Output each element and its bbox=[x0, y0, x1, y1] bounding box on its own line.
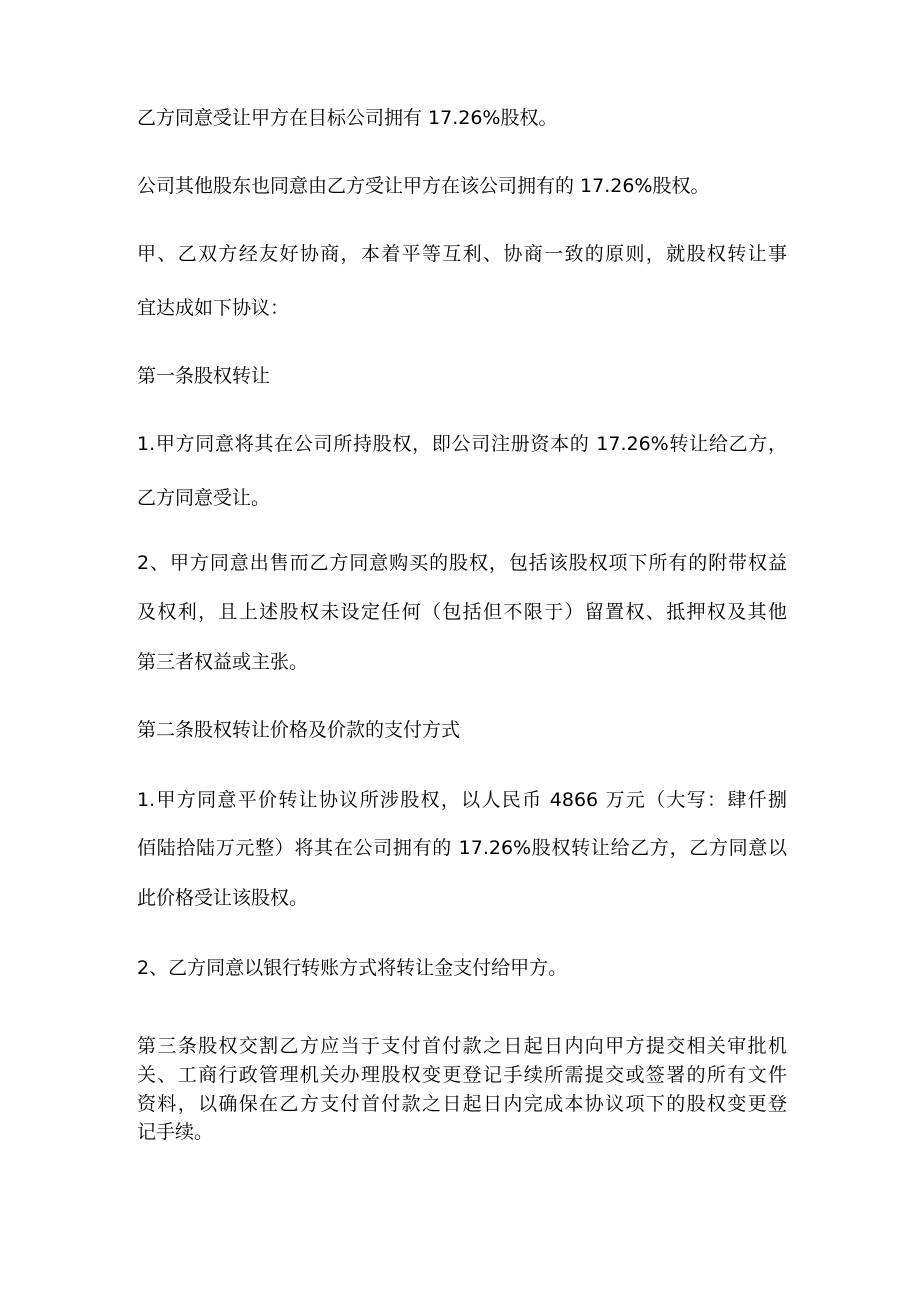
paragraph-line: 1.甲方同意将其在公司所持股权，即公司注册资本的 17.26%转让给乙方， bbox=[137, 433, 787, 455]
paragraph-line: 资料，以确保在乙方支付首付款之日起日内完成本协议项下的股权变更登 bbox=[137, 1093, 787, 1115]
paragraph-line: 第三条股权交割乙方应当于支付首付款之日起日内向甲方提交相关审批机 bbox=[137, 1035, 787, 1057]
section-heading: 第一条股权转让 bbox=[137, 365, 271, 387]
paragraph-line: 记手续。 bbox=[137, 1121, 214, 1143]
paragraph-line: 宜达成如下协议： bbox=[137, 297, 290, 319]
paragraph-line: 乙方同意受让。 bbox=[137, 487, 271, 509]
paragraph-line: 乙方同意受让甲方在目标公司拥有 17.26%股权。 bbox=[137, 107, 558, 129]
paragraph-line: 2、乙方同意以银行转账方式将转让金支付给甲方。 bbox=[137, 957, 568, 979]
paragraph-line: 1.甲方同意平价转让协议所涉股权，以人民币 4866 万元（大写：肆仟捌 bbox=[137, 789, 787, 811]
paragraph-line: 甲、乙双方经友好协商，本着平等互利、协商一致的原则，就股权转让事 bbox=[137, 243, 787, 265]
section-heading: 第二条股权转让价格及价款的支付方式 bbox=[137, 719, 461, 741]
paragraph-line: 此价格受让该股权。 bbox=[137, 887, 309, 909]
paragraph-line: 2、甲方同意出售而乙方同意购买的股权，包括该股权项下所有的附带权益 bbox=[137, 552, 787, 574]
paragraph-line: 及权利，且上述股权未设定任何（包括但不限于）留置权、抵押权及其他 bbox=[137, 601, 787, 623]
paragraph-line: 公司其他股东也同意由乙方受让甲方在该公司拥有的 17.26%股权。 bbox=[137, 175, 710, 197]
paragraph-line: 佰陆拾陆万元整）将其在公司拥有的 17.26%股权转让给乙方，乙方同意以 bbox=[137, 837, 787, 859]
paragraph-line: 关、工商行政管理机关办理股权变更登记手续所需提交或签署的所有文件 bbox=[137, 1064, 787, 1086]
paragraph-line: 第三者权益或主张。 bbox=[137, 651, 309, 673]
